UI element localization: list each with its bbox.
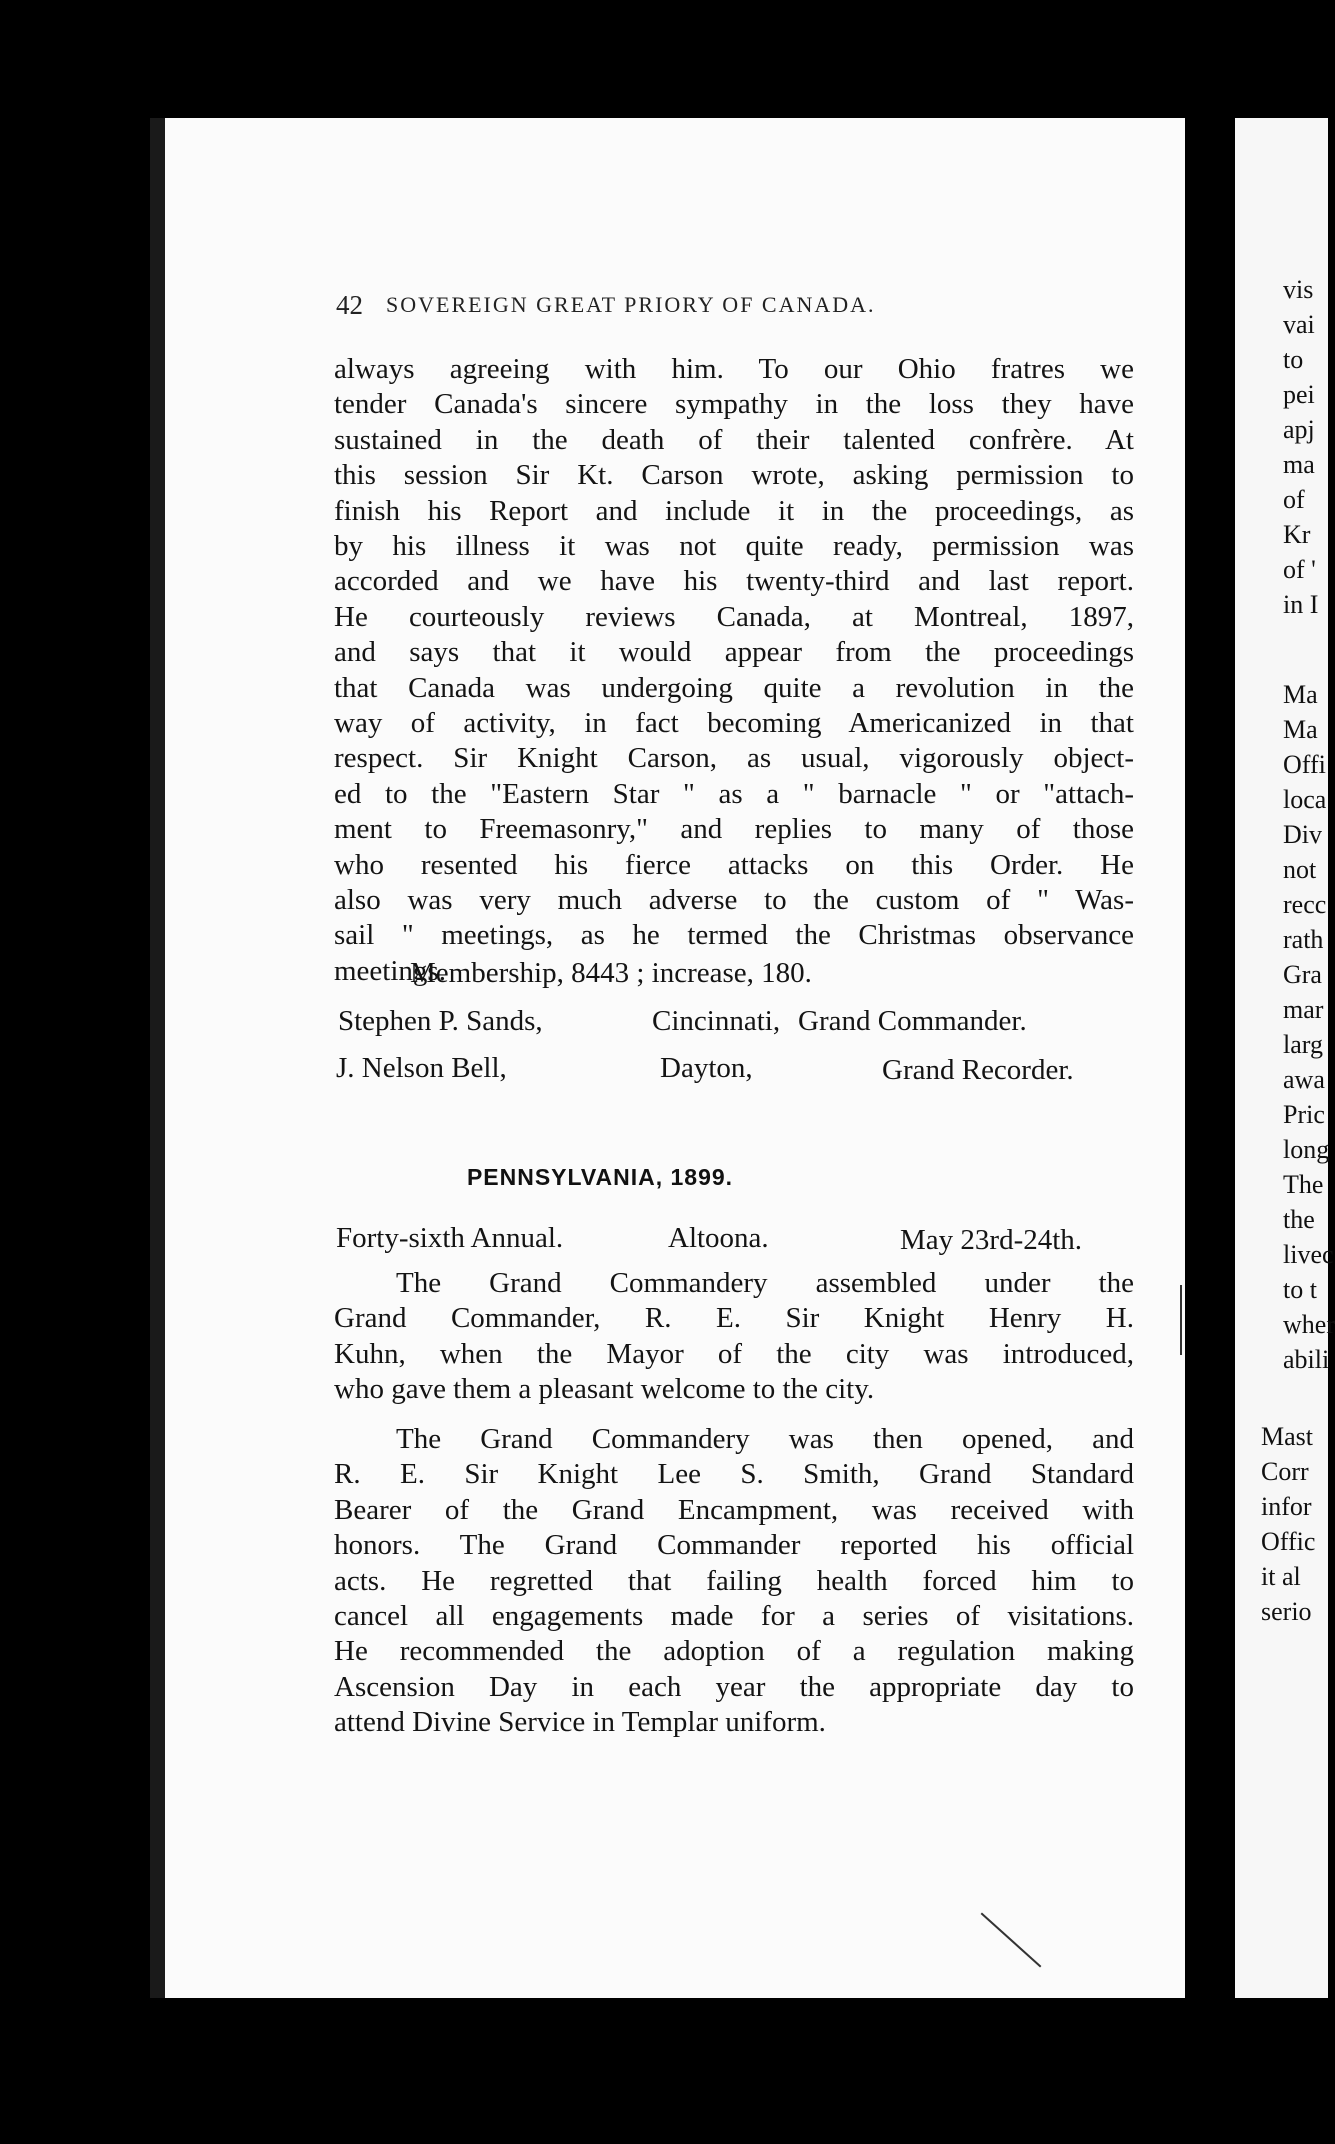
text-line: acts. He regretted that failing health forced him to — [334, 1564, 1134, 1597]
text-line: cancel all engagements made for a series of visitations. — [334, 1600, 1134, 1632]
next-page-line: vis — [1283, 275, 1314, 304]
meeting-place: Altoona. — [668, 1222, 769, 1254]
officer-name: Stephen P. Sands, — [338, 1005, 543, 1037]
next-page-line: The — [1283, 1170, 1324, 1199]
next-page-line: Mast — [1261, 1422, 1313, 1451]
next-page-line: Ma — [1283, 715, 1318, 744]
officer-name: J. Nelson Bell, — [336, 1052, 507, 1084]
next-page-line: of — [1283, 485, 1305, 514]
text-line: Kuhn, when the Mayor of the city was introduced, — [334, 1337, 1134, 1370]
next-page-line: apj — [1283, 415, 1315, 444]
next-page-line: Ma — [1283, 680, 1318, 709]
next-page-line: Gra — [1283, 960, 1322, 989]
next-page-line: Div — [1283, 820, 1322, 849]
text-line: He courteously reviews Canada, at Montreal, 1897, — [334, 600, 1134, 633]
text-line: sail " meetings, as he termed the Christmas observance — [334, 919, 1134, 952]
next-page-fragment — [1235, 118, 1335, 1998]
next-page-line: Offic — [1261, 1527, 1316, 1556]
next-page-line: not — [1283, 855, 1317, 884]
text-line: He recommended the adoption of a regulation making — [334, 1635, 1134, 1668]
text-line: The Grand Commandery assembled under the — [396, 1267, 1134, 1299]
text-line: always agreeing with him. To our Ohio fratres we — [334, 353, 1134, 385]
text-line: Ascension Day in each year the appropriate day to — [334, 1670, 1134, 1703]
running-head: SOVEREIGN GREAT PRIORY OF CANADA. — [386, 292, 876, 317]
next-page-line: Offi — [1283, 750, 1326, 779]
text-line: Grand Commander, R. E. Sir Knight Henry H. — [334, 1302, 1134, 1335]
text-line: also was very much adverse to the custom of " Was- — [334, 884, 1134, 916]
next-page-line: serio — [1261, 1597, 1312, 1626]
officer-city: Cincinnati, — [652, 1005, 781, 1037]
text-line: meetings. — [334, 954, 446, 987]
next-page-line: loca — [1283, 785, 1327, 814]
next-page-line: it al — [1261, 1562, 1301, 1591]
text-line: tender Canada's sincere sympathy in the loss they have — [334, 388, 1134, 421]
text-line: and says that it would appear from the proceedings — [334, 636, 1134, 669]
next-page-line: rath — [1283, 925, 1324, 954]
next-page-line: recc — [1283, 890, 1327, 919]
text-line: finish his Report and include it in the proceedings, as — [334, 494, 1134, 527]
meeting-dates: May 23rd-24th. — [900, 1224, 1083, 1256]
next-page-line: abili — [1283, 1345, 1330, 1374]
next-page-line: to t — [1283, 1275, 1317, 1304]
section-title — [0, 1164, 1328, 1191]
next-page-line: wher — [1283, 1310, 1335, 1339]
text-line: way of activity, in fact becoming Americanized in that — [334, 707, 1134, 739]
next-page-line: awa — [1283, 1065, 1325, 1094]
section-title-text: PENNSYLVANIA, 1899. — [466, 1164, 734, 1190]
officer-title: Grand Recorder. — [882, 1054, 1074, 1086]
text-line: attend Divine Service in Templar uniform. — [334, 1706, 826, 1739]
text-line: ed to the "Eastern Star " as a " barnacle " or "attach- — [334, 777, 1134, 810]
text-line: The Grand Commandery was then opened, and — [396, 1423, 1134, 1455]
next-page-line: Corr — [1261, 1457, 1309, 1486]
next-page-line: Pric — [1283, 1100, 1325, 1129]
next-page-line: infor — [1261, 1492, 1312, 1521]
next-page-line: pei — [1283, 380, 1315, 409]
text-line: Bearer of the Grand Encampment, was received with — [334, 1493, 1134, 1526]
next-page-line: long — [1283, 1135, 1330, 1164]
next-page-line: ma — [1283, 450, 1315, 479]
page-edge-shadow — [1187, 118, 1235, 1998]
text-line: respect. Sir Knight Carson, as usual, vigorously object- — [334, 742, 1134, 775]
text-line: who resented his fierce attacks on this Order. He — [334, 848, 1134, 881]
page-number: 42 — [336, 290, 363, 320]
margin-mark — [1180, 1285, 1182, 1355]
text-line: ment to Freemasonry," and replies to many of those — [334, 813, 1134, 846]
next-page-line: in I — [1283, 590, 1319, 619]
text-line: accorded and we have his twenty-third and last report. — [334, 565, 1134, 598]
next-page-line: mar — [1283, 995, 1324, 1024]
next-page-line: the — [1283, 1205, 1315, 1234]
officer-city: Dayton, — [660, 1052, 753, 1084]
text-line: honors. The Grand Commander reported his official — [334, 1529, 1134, 1562]
text-line: by his illness it was not quite ready, permission was — [334, 530, 1134, 562]
membership-line: Membership, 8443 ; increase, 180. — [410, 957, 812, 989]
next-page-line: vai — [1283, 310, 1315, 339]
next-page-line: of ' — [1283, 555, 1316, 584]
officer-title: Grand Commander. — [798, 1005, 1027, 1037]
next-page-line: larg — [1283, 1030, 1323, 1059]
next-page-line: Kr — [1283, 520, 1311, 549]
meeting-number: Forty-sixth Annual. — [336, 1222, 564, 1254]
next-page-line: livec — [1283, 1240, 1334, 1269]
text-line: this session Sir Kt. Carson wrote, asking permission to — [334, 459, 1134, 492]
text-line: that Canada was undergoing quite a revolution in the — [334, 671, 1134, 704]
text-line: R. E. Sir Knight Lee S. Smith, Grand Standard — [334, 1458, 1134, 1491]
text-line: sustained in the death of their talented confrère. At — [334, 423, 1134, 456]
next-page-line: to — [1283, 345, 1304, 374]
text-line: who gave them a pleasant welcome to the city. — [334, 1373, 875, 1406]
